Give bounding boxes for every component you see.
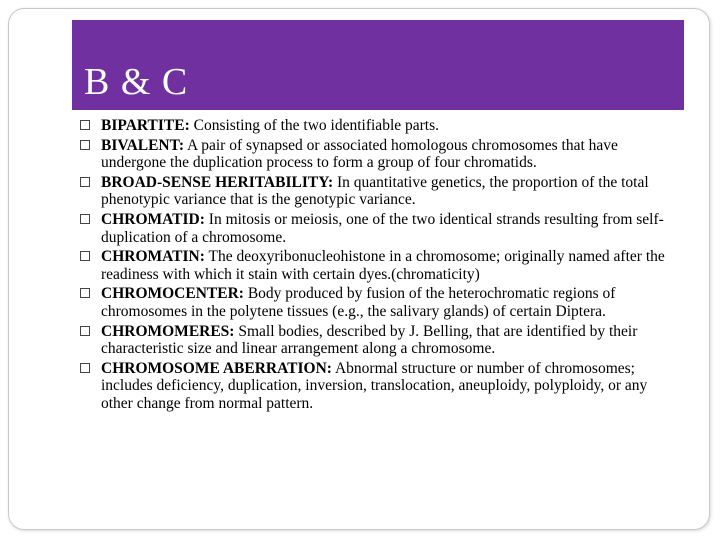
definition-text: Consisting of the two identifiable parts. (189, 117, 440, 134)
definition-text: In quantitative genetics, the proportion of the total phenotypic variance that is the genotypic variance. (101, 173, 649, 209)
list-item (80, 248, 680, 283)
term-label: CHROMATIN: (101, 248, 205, 266)
square-bullet-icon (80, 214, 90, 224)
square-bullet-icon (80, 363, 90, 373)
definition-text: A pair of synapsed or associated homologous chromosomes that have undergone the duplication process to form a group of four chromatids. (101, 136, 618, 172)
square-bullet-icon (80, 120, 90, 130)
square-bullet-icon (80, 140, 90, 150)
square-bullet-icon (80, 177, 90, 187)
term-label: BROAD-SENSE HERITABILITY: (101, 173, 334, 191)
definition-text: The deoxyribonucleohistone in a chromosome; originally named after the readiness with which it stain with certain dyes.(chromaticity) (101, 248, 665, 283)
slide-title: B & C (84, 61, 189, 103)
definition-text: Small bodies, described by J. Belling, that are identified by their characteristic size and linear arrangement along a chromosome. (101, 322, 638, 358)
definition-text: Abnormal structure or number of chromosomes; includes deficiency, duplication, inversion, translocation, aneuploidy, polyploidy, or any other change from normal pattern. (101, 359, 648, 412)
square-bullet-icon (80, 251, 90, 261)
list-item (80, 137, 680, 172)
definition-list (80, 117, 680, 415)
term-label: CHROMATID: (101, 211, 205, 229)
term-label: CHROMOMERES: (101, 322, 235, 340)
title-bar (72, 20, 684, 110)
list-item (80, 285, 680, 320)
term-label: CHROMOSOME ABERRATION: (101, 359, 332, 377)
definition-text: In mitosis or meiosis, one of the two identical strands resulting from self-duplication of a chromosome. (101, 211, 664, 246)
list-item (80, 360, 680, 413)
square-bullet-icon (80, 326, 90, 336)
list-item (80, 323, 680, 358)
term-label: CHROMOCENTER: (101, 285, 244, 303)
list-item (80, 117, 680, 135)
list-item (80, 174, 680, 209)
term-label: BIPARTITE: (101, 117, 190, 134)
definition-text: Body produced by fusion of the heterochromatic regions of chromosomes in the polytene tissues (e.g., the salivary glands) of certain Diptera. (101, 285, 616, 320)
term-label: BIVALENT: (101, 136, 184, 154)
square-bullet-icon (80, 288, 90, 298)
list-item (80, 211, 680, 246)
